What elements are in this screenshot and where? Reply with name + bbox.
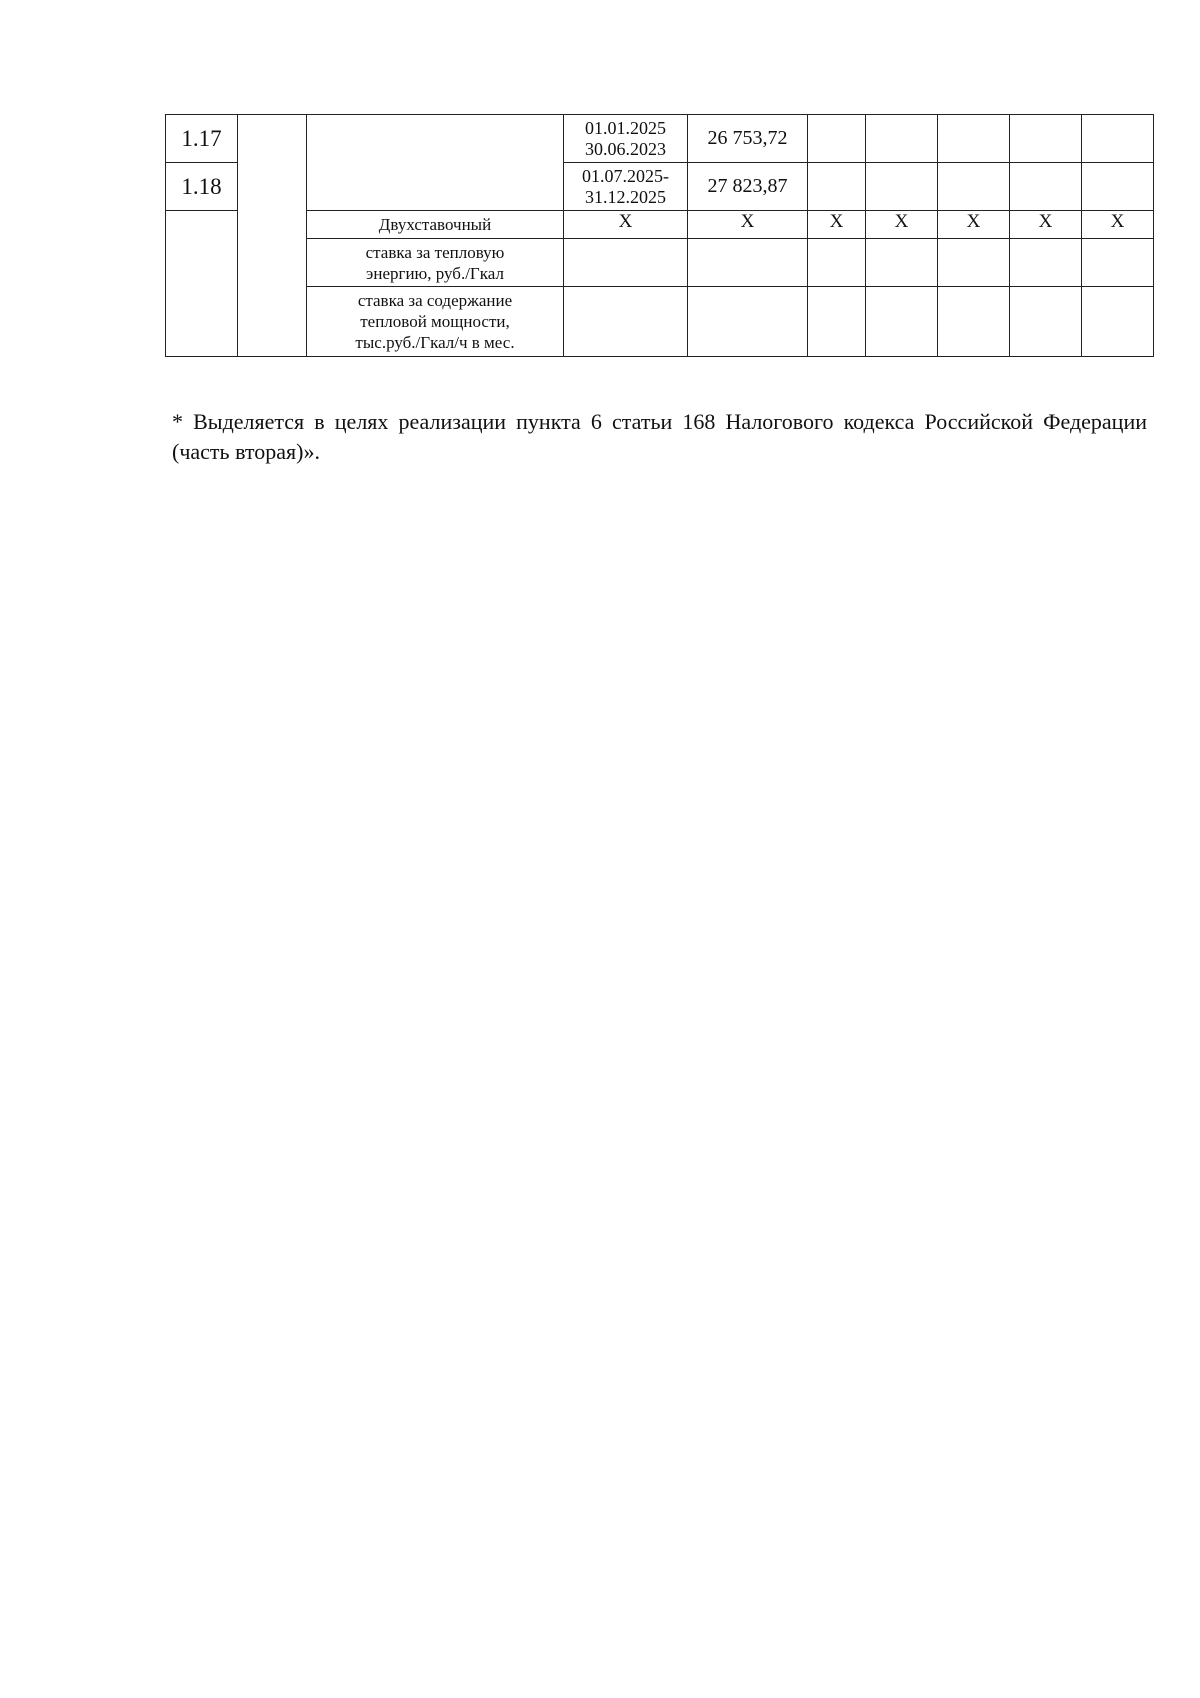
table-row-energy-rate xyxy=(166,239,1154,287)
empty-cell xyxy=(1082,163,1154,211)
empty-cell xyxy=(688,287,808,357)
row-number-cell: 1.18 xyxy=(166,163,238,211)
not-applicable-mark: X xyxy=(1082,211,1154,239)
empty-cell xyxy=(938,287,1010,357)
empty-cell xyxy=(564,239,688,287)
period-cell xyxy=(564,163,688,211)
empty-cell xyxy=(564,287,688,357)
not-applicable-mark: X xyxy=(564,211,688,239)
table-row-two-part xyxy=(166,211,1154,239)
table-row-capacity-rate xyxy=(166,287,1154,357)
capacity-rate-label-line: ставка за содержание xyxy=(357,291,513,310)
capacity-rate-label-line: тепловой мощности, xyxy=(360,312,510,331)
tariff-table xyxy=(165,114,1154,357)
empty-cell xyxy=(1010,163,1082,211)
empty-cell xyxy=(1082,239,1154,287)
not-applicable-mark: X xyxy=(1010,211,1082,239)
empty-cell xyxy=(808,287,866,357)
empty-cell xyxy=(808,163,866,211)
empty-cell xyxy=(866,163,938,211)
table-row-1-17 xyxy=(166,115,1154,163)
period-start: 01.01.2025 xyxy=(585,117,666,138)
period-start: 01.07.2025- xyxy=(582,165,669,186)
row-number-cell-empty xyxy=(166,211,238,357)
tariff-value-cell: 26 753,72 xyxy=(688,115,808,163)
empty-cell xyxy=(688,239,808,287)
empty-cell xyxy=(866,287,938,357)
not-applicable-mark: X xyxy=(866,211,938,239)
empty-cell xyxy=(1010,287,1082,357)
period-end: 31.12.2025 xyxy=(585,186,666,207)
region-cell xyxy=(238,115,307,357)
not-applicable-mark: X xyxy=(808,211,866,239)
empty-cell xyxy=(1082,287,1154,357)
period-cell xyxy=(564,115,688,163)
organization-cell xyxy=(307,115,564,211)
not-applicable-mark: X xyxy=(938,211,1010,239)
capacity-rate-label-line: тыс.руб./Гкал/ч в мес. xyxy=(355,333,515,352)
two-part-label: Двухставочный xyxy=(307,211,564,239)
row-number-cell: 1.17 xyxy=(166,115,238,163)
energy-rate-label-line: ставка за тепловую xyxy=(365,242,505,262)
empty-cell xyxy=(938,163,1010,211)
capacity-rate-label xyxy=(307,287,564,357)
empty-cell xyxy=(938,239,1010,287)
empty-cell xyxy=(1010,239,1082,287)
energy-rate-label-line: энергию, руб./Гкал xyxy=(366,263,504,283)
tariff-value-cell: 27 823,87 xyxy=(688,163,808,211)
empty-cell xyxy=(938,115,1010,163)
not-applicable-mark: X xyxy=(688,211,808,239)
empty-cell xyxy=(808,115,866,163)
period-end: 30.06.2023 xyxy=(585,138,666,159)
energy-rate-label xyxy=(307,239,564,287)
empty-cell xyxy=(866,115,938,163)
empty-cell xyxy=(866,239,938,287)
empty-cell xyxy=(1082,115,1154,163)
empty-cell xyxy=(808,239,866,287)
empty-cell xyxy=(1010,115,1082,163)
footnote: * Выделяется в целях реализации пункта 6 статьи 168 Налогового кодекса Российской Федерации (часть вторая)». xyxy=(172,409,1147,464)
